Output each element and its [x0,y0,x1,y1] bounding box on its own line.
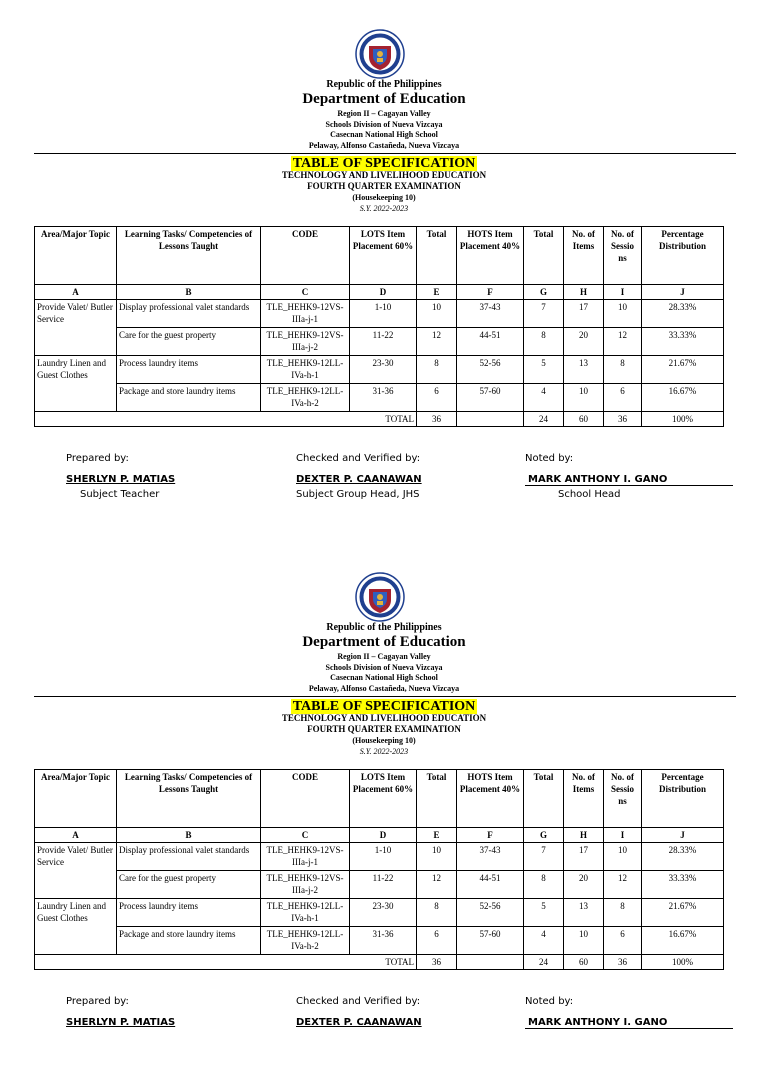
header-sessions: No. of Sessio ns [604,770,642,828]
hots-cell: 44-51 [457,871,524,899]
code-cell: TLE_HEHK9-12LL-IVa-h-2 [261,384,350,412]
header-total-e: Total [417,770,457,828]
deped-seal-icon [355,29,405,79]
code-cell: TLE_HEHK9-12LL-IVa-h-1 [261,356,350,384]
checked-by-label: Checked and Verified by: [296,453,421,464]
table-row [35,328,724,356]
percent-cell: 28.33% [642,300,724,328]
noted-by-title: School Head [558,489,621,500]
prepared-by-title: Subject Teacher [80,489,160,500]
letter-b: B [117,828,261,843]
address-line: Pelaway, Alfonso Castañeda, Nueva Vizcaya [308,141,460,150]
header-sessions: No. of Sessio ns [604,227,642,285]
total-row [35,412,724,427]
table-row [35,927,724,955]
total-e-cell: 6 [417,927,457,955]
noted-by-name: MARK ANTHONY I. GANO [525,474,733,486]
competency-cell: Process laundry items [117,356,261,384]
lots-cell: 11-22 [350,871,417,899]
sessions-cell: 6 [604,384,642,412]
subject-line: TECHNOLOGY AND LIVELIHOOD EDUCATION [281,170,487,180]
lots-cell: 31-36 [350,927,417,955]
letter-d: D [350,285,417,300]
noted-by-label: Noted by: [525,996,574,1007]
sessions-cell: 12 [604,871,642,899]
total-e-cell: 6 [417,384,457,412]
header-percentage: Percentage Distribution [642,227,724,285]
letter-i: I [604,285,642,300]
sessions-cell: 8 [604,899,642,927]
total-percent-sum: 100% [642,412,724,427]
lots-cell: 23-30 [350,356,417,384]
items-cell: 13 [564,356,604,384]
column-letter-row [35,828,724,843]
percent-cell: 16.67% [642,384,724,412]
percent-cell: 33.33% [642,871,724,899]
division-line: Schools Division of Nueva Vizcaya [325,663,443,672]
lots-cell: 1-10 [350,843,417,871]
percent-cell: 21.67% [642,356,724,384]
exam-line: FOURTH QUARTER EXAMINATION [307,724,461,734]
exam-line: FOURTH QUARTER EXAMINATION [307,181,461,191]
letter-b: B [117,285,261,300]
sessions-cell: 12 [604,328,642,356]
hots-cell: 37-43 [457,843,524,871]
school-line: Casecnan National High School [330,673,438,682]
items-cell: 10 [564,927,604,955]
school-year-line: S.Y. 2022-2023 [359,747,409,756]
total-g-cell: 8 [524,328,564,356]
region-line: Region II – Cagayan Valley [337,109,431,118]
tos-title-text: TABLE OF SPECIFICATION [292,699,476,714]
prepared-by-label: Prepared by: [66,996,129,1007]
letter-j: J [642,828,724,843]
header-code: CODE [261,770,350,828]
address-line: Pelaway, Alfonso Castañeda, Nueva Vizcaya [308,684,460,693]
header-total-e: Total [417,227,457,285]
table-header-row [35,227,724,285]
area-cell: Provide Valet/ Butler Service [35,843,117,899]
code-cell: TLE_HEHK9-12LL-IVa-h-1 [261,899,350,927]
items-cell: 17 [564,300,604,328]
total-e-cell: 10 [417,300,457,328]
code-cell: TLE_HEHK9-12VS-IIIa-j-1 [261,843,350,871]
percent-cell: 16.67% [642,927,724,955]
school-year-line: S.Y. 2022-2023 [359,204,409,213]
total-g-sum: 24 [524,412,564,427]
lots-cell: 11-22 [350,328,417,356]
total-label: TOTAL [35,412,417,427]
percent-cell: 21.67% [642,899,724,927]
noted-by-label: Noted by: [525,453,574,464]
area-cell: Provide Valet/ Butler Service [35,300,117,356]
total-g-cell: 5 [524,899,564,927]
total-g-cell: 5 [524,356,564,384]
table-row [35,899,724,927]
header-area: Area/Major Topic [35,770,117,828]
code-cell: TLE_HEHK9-12VS-IIIa-j-1 [261,300,350,328]
competency-cell: Care for the guest property [117,871,261,899]
competency-cell: Display professional valet standards [117,843,261,871]
region-line: Region II – Cagayan Valley [337,652,431,661]
tos-title-text: TABLE OF SPECIFICATION [292,156,476,171]
total-items-sum: 60 [564,412,604,427]
header-tasks: Learning Tasks/ Competencies of Lessons Taught [117,770,261,828]
total-g-cell: 7 [524,300,564,328]
letter-c: C [261,828,350,843]
grade-line: (Housekeeping 10) [352,193,416,202]
letter-e: E [417,828,457,843]
total-g-cell: 4 [524,384,564,412]
header-code: CODE [261,227,350,285]
column-letter-row [35,285,724,300]
table-row [35,843,724,871]
percent-cell: 28.33% [642,843,724,871]
tos-title [0,698,768,714]
table-row [35,356,724,384]
republic-line: Republic of the Philippines [326,79,442,90]
header-percentage: Percentage Distribution [642,770,724,828]
items-cell: 20 [564,871,604,899]
hots-cell: 44-51 [457,328,524,356]
tos-page-2 [0,543,768,1086]
items-cell: 17 [564,843,604,871]
total-hots-blank [457,412,524,427]
letter-h: H [564,285,604,300]
total-g-cell: 4 [524,927,564,955]
header-items: No. of Items [564,227,604,285]
hots-cell: 52-56 [457,899,524,927]
total-items-sum: 60 [564,955,604,970]
prepared-by-name: SHERLYN P. MATIAS [66,1017,176,1028]
total-percent-sum: 100% [642,955,724,970]
hots-cell: 37-43 [457,300,524,328]
letter-f: F [457,828,524,843]
checked-by-label: Checked and Verified by: [296,996,421,1007]
division-line: Schools Division of Nueva Vizcaya [325,120,443,129]
header-divider [34,696,736,697]
percent-cell: 33.33% [642,328,724,356]
checked-by-name: DEXTER P. CAANAWAN [296,1017,422,1028]
noted-by-name: MARK ANTHONY I. GANO [525,1017,733,1029]
sessions-cell: 8 [604,356,642,384]
items-cell: 20 [564,328,604,356]
school-line: Casecnan National High School [330,130,438,139]
competency-cell: Care for the guest property [117,328,261,356]
competency-cell: Package and store laundry items [117,384,261,412]
header-tasks: Learning Tasks/ Competencies of Lessons Taught [117,227,261,285]
total-label: TOTAL [35,955,417,970]
letter-i: I [604,828,642,843]
total-hots-blank [457,955,524,970]
competency-cell: Process laundry items [117,899,261,927]
header-divider [34,153,736,154]
lots-cell: 31-36 [350,384,417,412]
header-hots: HOTS Item Placement 40% [457,227,524,285]
letter-d: D [350,828,417,843]
letter-g: G [524,828,564,843]
total-e-cell: 12 [417,871,457,899]
republic-line: Republic of the Philippines [326,622,442,633]
items-cell: 10 [564,384,604,412]
letter-c: C [261,285,350,300]
hots-cell: 57-60 [457,384,524,412]
code-cell: TLE_HEHK9-12VS-IIIa-j-2 [261,871,350,899]
specification-table [34,769,724,970]
header-lots: LOTS Item Placement 60% [350,770,417,828]
area-cell: Laundry Linen and Guest Clothes [35,899,117,955]
letter-j: J [642,285,724,300]
letter-h: H [564,828,604,843]
checked-by-name: DEXTER P. CAANAWAN [296,474,422,485]
code-cell: TLE_HEHK9-12LL-IVa-h-2 [261,927,350,955]
sessions-cell: 6 [604,927,642,955]
header-total-g: Total [524,770,564,828]
header-lots: LOTS Item Placement 60% [350,227,417,285]
letter-g: G [524,285,564,300]
department-name: Department of Education [302,91,466,107]
table-row [35,300,724,328]
total-g-cell: 7 [524,843,564,871]
letter-f: F [457,285,524,300]
letter-a: A [35,285,117,300]
lots-cell: 23-30 [350,899,417,927]
header-items: No. of Items [564,770,604,828]
tos-title [0,155,768,171]
hots-cell: 52-56 [457,356,524,384]
prepared-by-label: Prepared by: [66,453,129,464]
header-hots: HOTS Item Placement 40% [457,770,524,828]
table-row [35,871,724,899]
total-e-cell: 10 [417,843,457,871]
total-g-cell: 8 [524,871,564,899]
total-e-sum: 36 [417,955,457,970]
sessions-cell: 10 [604,843,642,871]
grade-line: (Housekeeping 10) [352,736,416,745]
total-e-cell: 12 [417,328,457,356]
letter-a: A [35,828,117,843]
table-header-row [35,770,724,828]
code-cell: TLE_HEHK9-12VS-IIIa-j-2 [261,328,350,356]
hots-cell: 57-60 [457,927,524,955]
header-area: Area/Major Topic [35,227,117,285]
competency-cell: Package and store laundry items [117,927,261,955]
department-name: Department of Education [302,634,466,650]
table-row [35,384,724,412]
total-sessions-sum: 36 [604,412,642,427]
total-row [35,955,724,970]
total-e-cell: 8 [417,899,457,927]
total-e-sum: 36 [417,412,457,427]
sessions-cell: 10 [604,300,642,328]
prepared-by-name: SHERLYN P. MATIAS [66,474,176,485]
competency-cell: Display professional valet standards [117,300,261,328]
total-e-cell: 8 [417,356,457,384]
items-cell: 13 [564,899,604,927]
total-sessions-sum: 36 [604,955,642,970]
total-g-sum: 24 [524,955,564,970]
checked-by-title: Subject Group Head, JHS [296,489,420,500]
subject-line: TECHNOLOGY AND LIVELIHOOD EDUCATION [281,713,487,723]
header-total-g: Total [524,227,564,285]
specification-table [34,226,724,427]
lots-cell: 1-10 [350,300,417,328]
letter-e: E [417,285,457,300]
area-cell: Laundry Linen and Guest Clothes [35,356,117,412]
deped-seal-icon [355,572,405,622]
